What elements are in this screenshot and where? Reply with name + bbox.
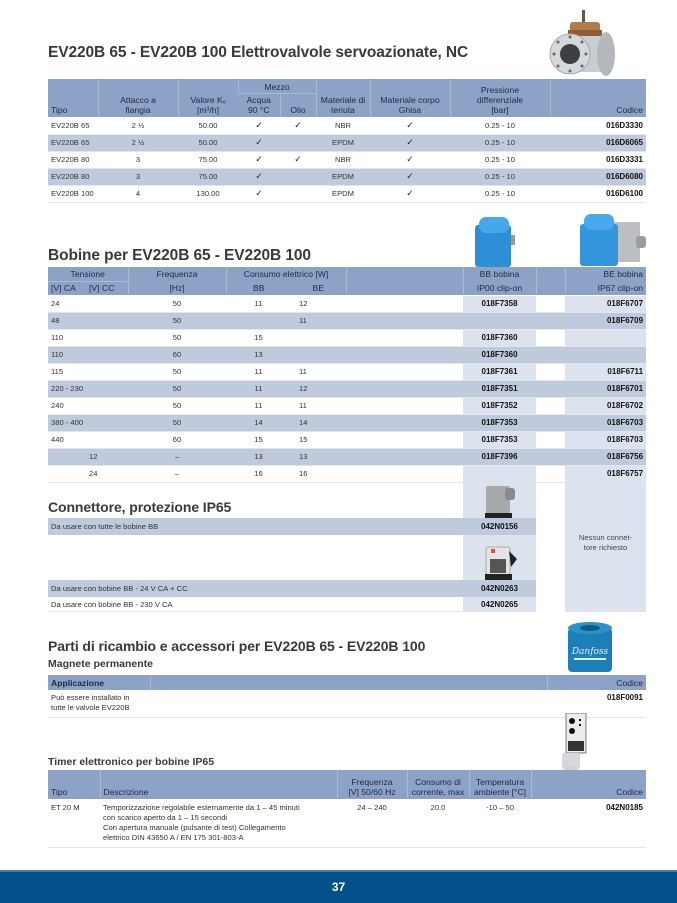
section1-title: EV220B 65 - EV220B 100 Elettrovalvole servoazionate, NC (48, 44, 469, 61)
svg-text:Danfoss: Danfoss (571, 647, 609, 657)
section3-title: Connettore, protezione IP65 (48, 499, 232, 515)
table-row: 110 60 13 018F7360 (48, 346, 646, 363)
timer-description: Temporizzazione regolabile esternamente da 1 – 45 minuti con scarico aperto da 1 – 15 secondi Con apertura manuale (pulsante di test) Collegamento elettrico DIN 43650 A / EN 175 301-803-A (100, 799, 337, 847)
header-frequenza: Frequenza [V] 50/60 Hz (337, 770, 407, 799)
header-bb-bobina: BB bobina (463, 267, 536, 281)
header-olio: Olio (280, 93, 316, 117)
check-icon: ✓ (238, 168, 280, 185)
header-codice: Codice (550, 79, 646, 117)
check-icon: ✓ (238, 151, 280, 168)
header-tipo: Tipo (48, 770, 100, 799)
header-pressione: Pressione differenziale [bar] (450, 79, 550, 117)
permanent-magnet-image (566, 620, 614, 676)
check-icon: ✓ (238, 117, 280, 134)
page-footer (0, 870, 677, 903)
solenoid-valve-image (548, 10, 618, 82)
check-icon: ✓ (370, 185, 450, 202)
connector-grey-image (483, 482, 519, 520)
check-icon: ✓ (238, 185, 280, 202)
header-applicazione: Applicazione (48, 675, 150, 690)
bb-coil-image (473, 215, 521, 267)
header-mezzo: Mezzo (238, 79, 316, 93)
table-row: EV220B 65 2 ½ 50.00 ✓ ✓ NBR ✓ 0.25 - 10 016D3330 (48, 117, 646, 134)
table-row: 24 – 16 16 018F6757 (48, 465, 646, 482)
header-bb: BB (226, 281, 291, 295)
page-number: 37 (331, 880, 346, 894)
magnet-table (48, 675, 646, 718)
check-icon: ✓ (370, 117, 450, 134)
valves-table (48, 79, 646, 203)
header-cc: [V] CC (86, 281, 128, 295)
header-tipo: Tipo (48, 79, 98, 117)
table-row: EV220B 100 4 130.00 ✓ EPDM ✓ 0.25 - 10 016D6100 (48, 185, 646, 202)
section4-title: Parti di ricambio e accessori per EV220B 65 - EV220B 100 (48, 638, 426, 654)
header-ca: [V] CA (48, 281, 86, 295)
section5-title: Timer elettronico per bobine IP65 (48, 756, 215, 768)
header-codice: Codice (531, 770, 646, 799)
table-row: 380 - 400 50 14 14 018F7353 018F6703 (48, 414, 646, 431)
header-be: BE (291, 281, 346, 295)
table-row: 24 50 11 12 018F7358 018F6707 (48, 295, 646, 312)
header-codice: Codice (547, 675, 646, 690)
table-row: 110 50 15 018F7360 (48, 329, 646, 346)
coils-table (48, 267, 646, 483)
header-kv: Valore Kᵥ [m³/h] (178, 79, 238, 117)
check-icon: ✓ (370, 151, 450, 168)
table-row: 240 50 11 11 018F7352 018F6702 (48, 397, 646, 414)
table-row: 220 - 230 50 11 12 018F7351 018F6701 (48, 380, 646, 397)
check-icon: ✓ (280, 151, 316, 168)
header-frequenza: Frequenza (128, 267, 226, 281)
section2-title: Bobine per EV220B 65 - EV220B 100 (48, 247, 311, 264)
section4-subtitle: Magnete permanente (48, 658, 154, 670)
connector-row-2: Da usare con bobine BB - 24 V CA + CC 042N0263 (48, 580, 536, 597)
header-tensione: Tensione (48, 267, 128, 281)
table-row: 12 – 13 13 018F7396 018F6756 (48, 448, 646, 465)
header-be-ip67: IP67 clip-on (565, 281, 646, 295)
table-row: EV220B 80 3 75.00 ✓ EPDM ✓ 0.25 - 10 016D6080 (48, 168, 646, 185)
check-icon: ✓ (280, 117, 316, 134)
check-icon: ✓ (370, 134, 450, 151)
timer-table (48, 770, 646, 848)
table-row: 48 50 11 018F6709 (48, 312, 646, 329)
connector-row-1: Da usare con tutte le bobine BB 042N0156 (48, 518, 536, 535)
check-icon: ✓ (238, 134, 280, 151)
header-consumo: Consumo di corrente, max (407, 770, 469, 799)
table-row: EV220B 65 2 ½ 50.00 ✓ EPDM ✓ 0.25 - 10 016D6065 (48, 134, 646, 151)
check-icon: ✓ (370, 168, 450, 185)
table-row: EV220B 80 3 75.00 ✓ ✓ NBR ✓ 0.25 - 10 016D3331 (48, 151, 646, 168)
header-acqua: Acqua 90 °C (238, 93, 280, 117)
be-connector-note: Nessun connet- tore richiesto (578, 533, 633, 552)
header-corpo: Materiale corpo Ghisa (370, 79, 450, 117)
connector-row-3: Da usare con bobine BB - 230 V CA 042N0265 (48, 597, 536, 612)
header-bb-ip00: IP00 clip-on (463, 281, 536, 295)
header-hz: [Hz] (128, 281, 226, 295)
be-coil-image (578, 212, 650, 267)
header-be-bobina: BE bobina (565, 267, 646, 281)
header-consumo: Consumo elettrico [W] (226, 267, 346, 281)
table-row: 115 50 11 11 018F7361 018F6711 (48, 363, 646, 380)
header-attacco: Attacco a flangia (98, 79, 178, 117)
header-tenuta: Materiale di tenuta (316, 79, 370, 117)
table-row: 440 60 15 15 018F7353 018F6703 (48, 431, 646, 448)
table-row: ET 20 M Temporizzazione regolabile esternamente da 1 – 45 minuti con scarico aperto da 1 – 15 secondi Con apertura manuale (pulsante di test) Collegamento elettrico DIN 43650 A / EN 175 301-803-A 24 – 240 20.0 -10 – 50 042N0185 (48, 799, 646, 847)
header-descrizione: Descrizione (100, 770, 337, 799)
table-row: Può essere installato in tutte le valvole EV220B 018F0091 (48, 690, 646, 717)
header-temperatura: Temperatura ambiente [°C] (469, 770, 531, 799)
connector-transparent-image (483, 543, 519, 581)
